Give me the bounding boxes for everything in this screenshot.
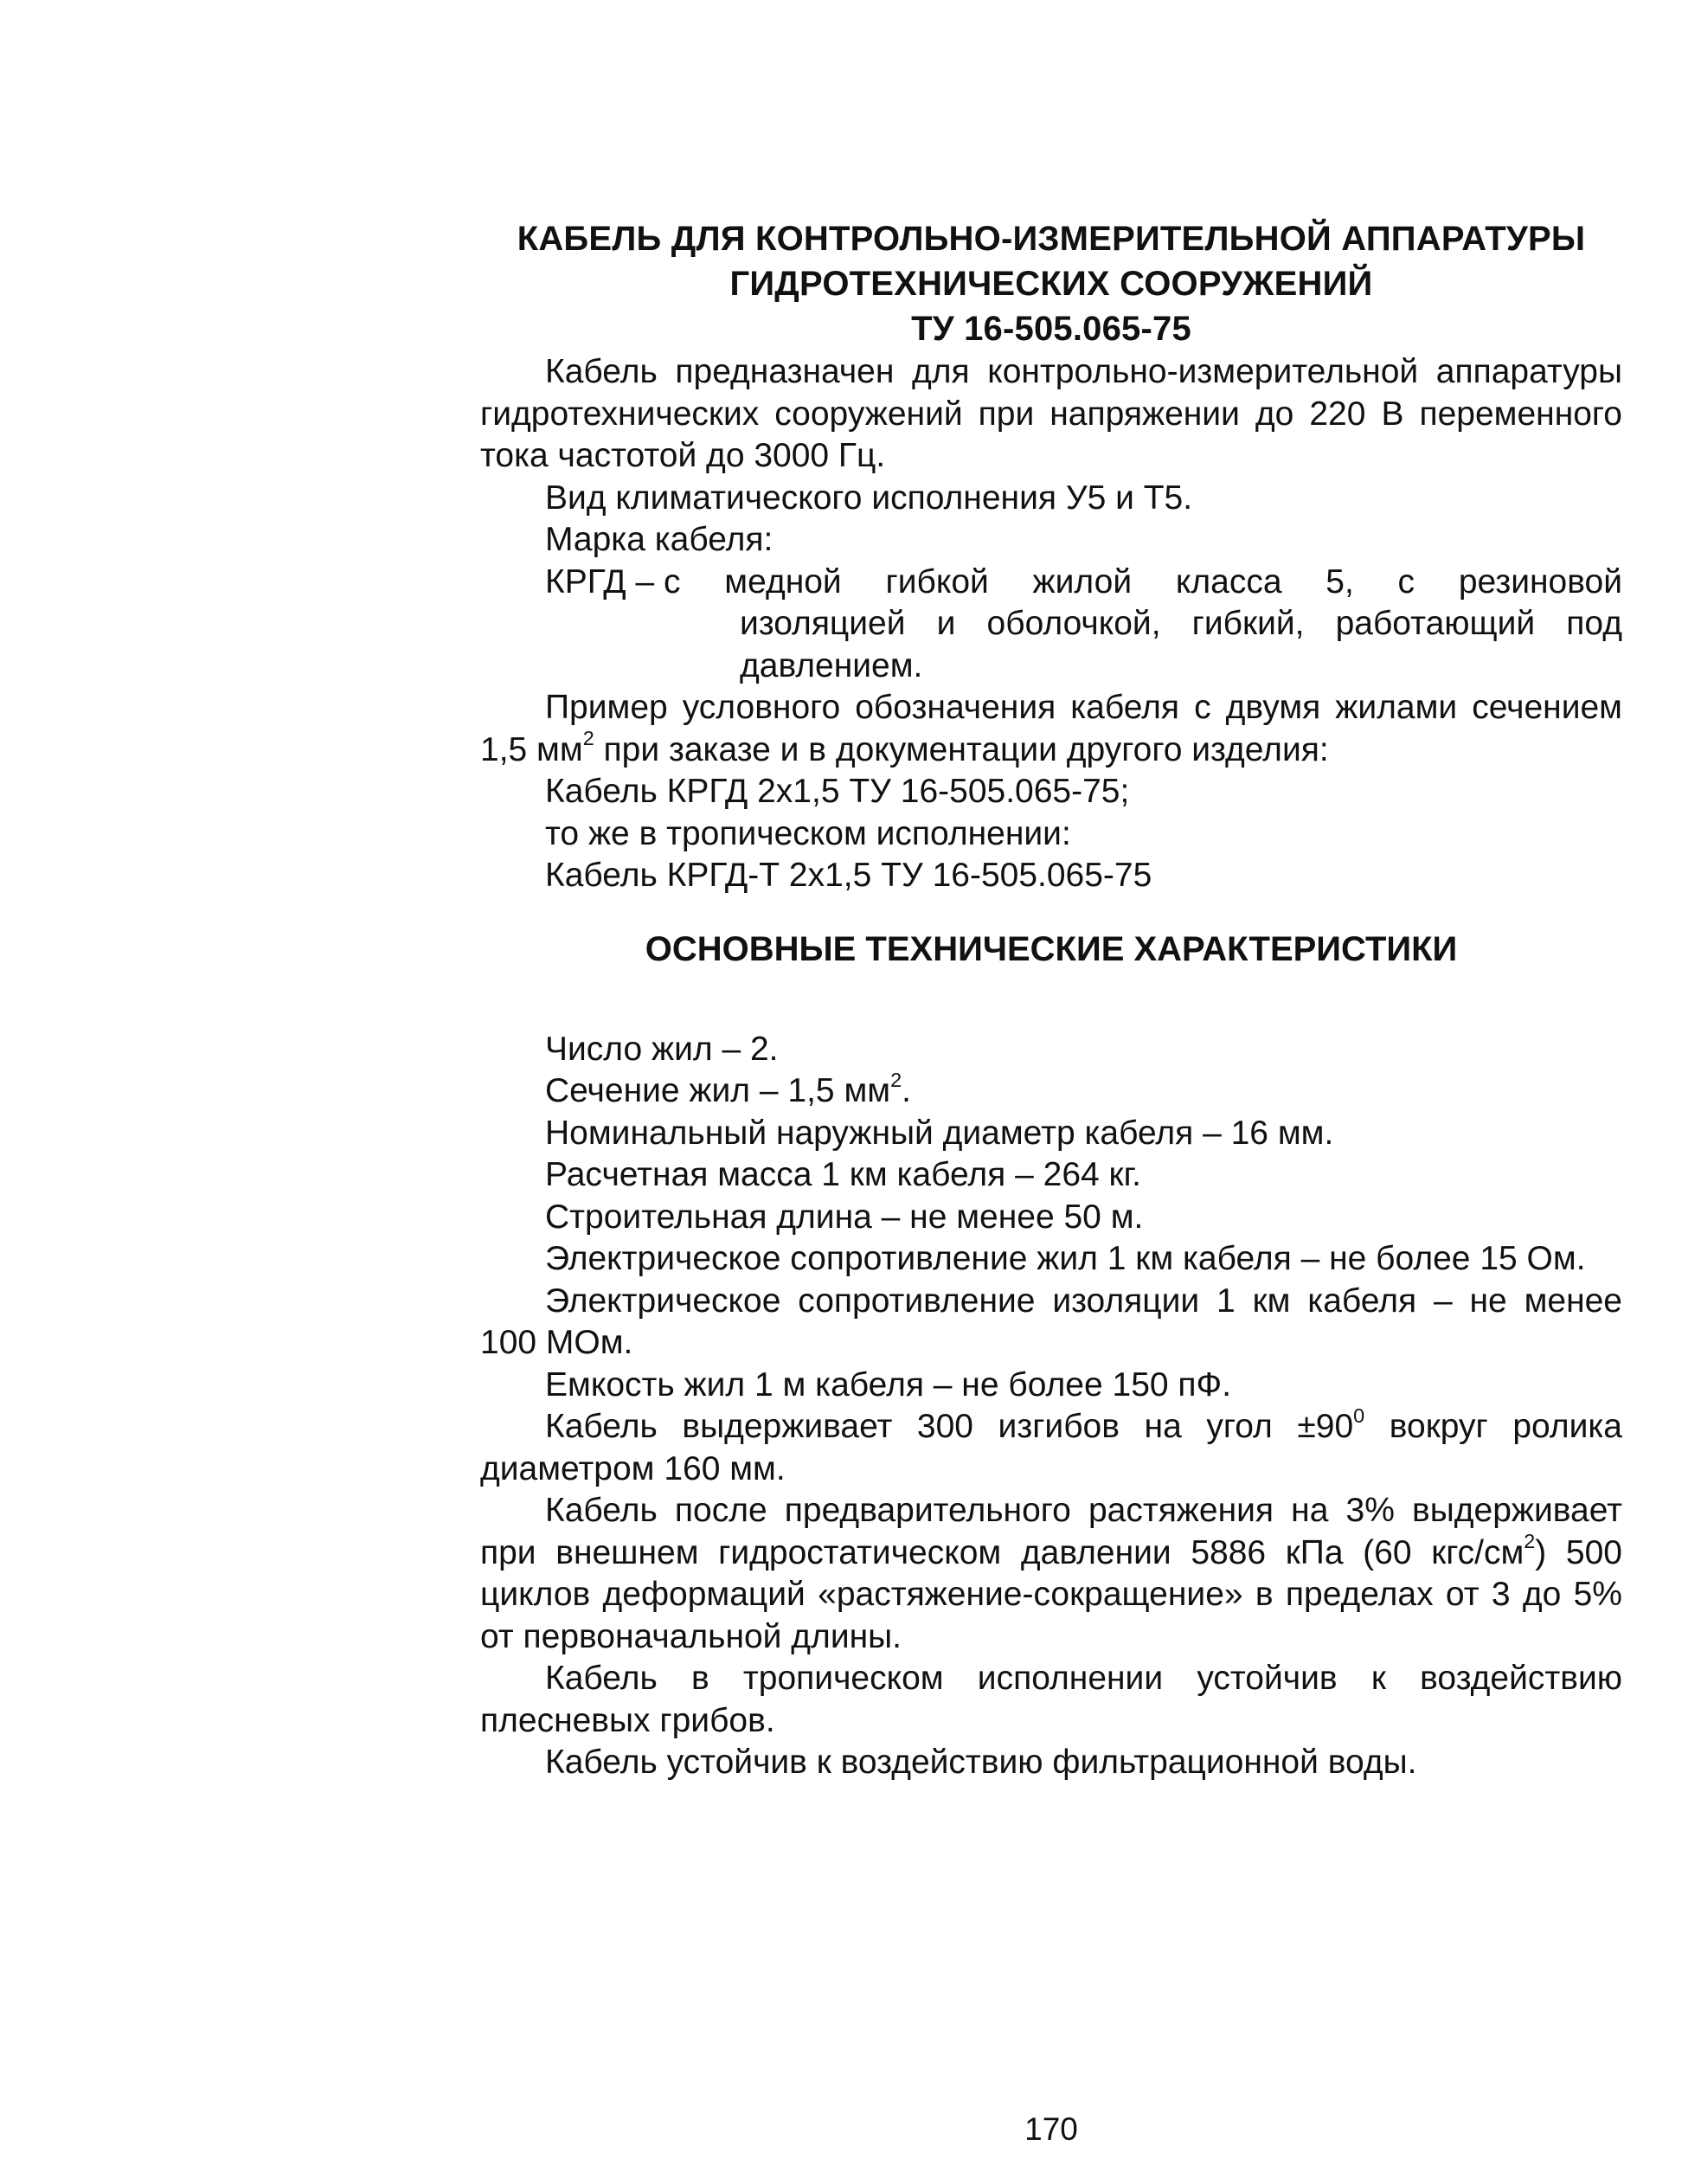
spec-bending bbox=[480, 1406, 1622, 1490]
specs-section bbox=[480, 1029, 1622, 1784]
intro-section bbox=[480, 351, 1622, 897]
title-line-2: ГИДРОТЕХНИЧЕСКИХ СООРУЖЕНИЙ bbox=[729, 265, 1373, 303]
brand-desc-rest: изоляцией и оболочкой, гибкий, работающий под давлением. bbox=[740, 605, 1622, 684]
spec-bending-sup: 0 bbox=[1353, 1404, 1365, 1427]
example-intro-sup: 2 bbox=[582, 727, 594, 749]
brand-term-text: КРГД bbox=[545, 562, 626, 601]
spec-section bbox=[480, 1070, 1622, 1113]
specs-heading: ОСНОВНЫЕ ТЕХНИЧЕСКИЕ ХАРАКТЕРИСТИКИ bbox=[645, 929, 1458, 968]
spec-stretch-text-a: Кабель после предварительного растяжения на 3% выдерживает при внешнем гидростатическом давлении 5886 кПа (60 кгс/см bbox=[480, 1492, 1622, 1571]
purpose-paragraph: Кабель предназначен для контрольно-измерительной аппаратуры гидротехнических сооружений при напряжении до 220 В переменного тока частотой до 3000 Гц. bbox=[480, 353, 1622, 474]
spec-stretch bbox=[480, 1490, 1622, 1658]
brand-label: Марка кабеля: bbox=[545, 521, 773, 558]
spec-water: Кабель устойчив к воздействию фильтрационной воды. bbox=[545, 1744, 1417, 1781]
example-1: Кабель КРГД 2х1,5 ТУ 16-505.065-75; bbox=[545, 773, 1130, 810]
spec-fungi: Кабель в тропическом исполнении устойчив к воздействию плесневых грибов. bbox=[480, 1660, 1622, 1739]
spec-number: ТУ 16-505.065-75 bbox=[911, 310, 1191, 348]
document-title bbox=[480, 216, 1622, 351]
spec-insulation-resistance: Электрическое сопротивление изоляции 1 км кабеля – не менее 100 МОм. bbox=[480, 1281, 1622, 1361]
spec-mass: Расчетная масса 1 км кабеля – 264 кг. bbox=[545, 1156, 1141, 1193]
example-2: Кабель КРГД-Т 2х1,5 ТУ 16-505.065-75 bbox=[545, 857, 1152, 894]
spec-capacitance: Емкость жил 1 м кабеля – не более 150 пФ. bbox=[545, 1365, 1232, 1404]
brand-dash: – bbox=[626, 562, 664, 601]
tropical-intro: то же в тропическом исполнении: bbox=[545, 814, 1071, 852]
document-page bbox=[480, 216, 1622, 2147]
spec-bending-text-b: вокруг ролика диаметром 160 мм. bbox=[480, 1408, 1622, 1487]
climate-paragraph: Вид климатического исполнения У5 и Т5. bbox=[545, 479, 1193, 517]
spec-core-resistance: Электрическое сопротивление жил 1 км кабеля – не более 15 Ом. bbox=[545, 1240, 1586, 1277]
spec-section-text: Сечение жил – 1,5 мм bbox=[545, 1072, 891, 1109]
spec-length: Строительная длина – не менее 50 м. bbox=[545, 1198, 1144, 1236]
spec-diameter: Номинальный наружный диаметр кабеля – 16 мм. bbox=[545, 1114, 1334, 1152]
example-intro-paragraph bbox=[480, 687, 1622, 771]
spec-section-end: . bbox=[902, 1072, 911, 1109]
page-number: 170 bbox=[1024, 2111, 1078, 2147]
spec-stretch-sup: 2 bbox=[1524, 1530, 1536, 1552]
brand-definition bbox=[480, 562, 1622, 604]
spec-stretch-text-b: ) 500 циклов деформаций «растяжение-сокращение» в пределах от 3 до 5% от первоначальной длины. bbox=[480, 1533, 1622, 1655]
spec-cores: Число жил – 2. bbox=[545, 1030, 779, 1068]
example-intro-text-b: при заказе и в документации другого изделия: bbox=[594, 730, 1329, 768]
spec-bending-text-a: Кабель выдерживает 300 изгибов на угол ±90 bbox=[545, 1408, 1354, 1445]
brand-term bbox=[545, 562, 664, 604]
brand-desc-first: с медной гибкой жилой класса 5, с резиновой bbox=[664, 562, 1622, 601]
example-intro-text-a: Пример условного обозначения кабеля с двумя жилами сечением 1,5 мм bbox=[480, 689, 1622, 768]
brand-desc-line-1 bbox=[664, 562, 1622, 604]
title-line-1: КАБЕЛЬ ДЛЯ КОНТРОЛЬНО-ИЗМЕРИТЕЛЬНОЙ АППАРАТУРЫ bbox=[517, 220, 1586, 258]
spec-section-sup: 2 bbox=[890, 1068, 902, 1091]
